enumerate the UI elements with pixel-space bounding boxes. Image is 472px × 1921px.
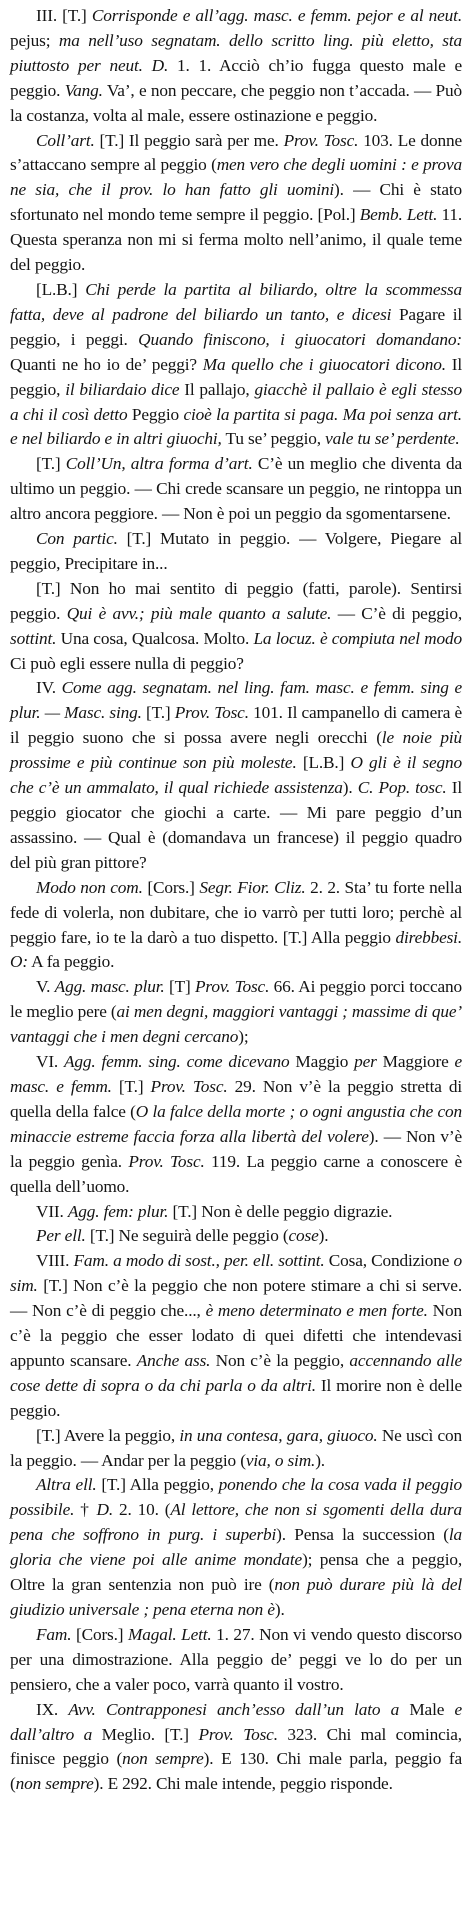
paragraph — [10, 1224, 462, 1249]
italic-text-run: sottint. — [10, 628, 57, 648]
text-run: Ne uscì con la peggio. — Andar per la peggio ( — [10, 1425, 462, 1470]
text-run: Maggiore — [376, 1052, 455, 1072]
text-run: Il pallajo, — [179, 379, 255, 399]
text-run: ). E 130. Chi male parla, peggio fa ( — [10, 1749, 462, 1794]
text-run: ). — Non v’è la peggio genìa. — [10, 1126, 462, 1171]
italic-text-run: le noie più prossime e più continue son più moleste. — [10, 728, 462, 773]
text-run: Meglio. [T.] — [92, 1724, 199, 1744]
text-run: 2. 10. ( — [113, 1500, 171, 1520]
italic-text-run: Prov. Tosc. — [283, 130, 359, 150]
italic-text-run: Coll’art. — [36, 130, 95, 150]
italic-text-run: Modo non com. — [36, 877, 143, 897]
text-run: Cosa, Condizione — [324, 1251, 454, 1271]
italic-text-run: La locuz. è compiuta nel modo — [253, 628, 462, 648]
italic-text-run: Prov. Tosc. — [174, 703, 249, 723]
text-run: 29. Non v’è la peggio stretta di quella della falce ( — [10, 1076, 462, 1121]
italic-text-run: Avv. Contrapponesi anch’esso dall’un lato a — [68, 1699, 400, 1719]
paragraph — [10, 4, 462, 129]
italic-text-run: C. Pop. tosc. — [357, 778, 447, 798]
paragraph — [10, 452, 462, 527]
text-run: 1. 27. Non vi vendo questo discorso per una dimostrazione. Alla peggio de’ peggi ve lo do per un pensiero, che a valer poco, varrà quanto il vostro. — [10, 1624, 462, 1694]
italic-text-run: la gloria che viene poi alle anime mondate — [10, 1525, 462, 1570]
paragraph — [10, 1424, 462, 1474]
text-run: IV. — [36, 678, 62, 698]
text-run: Il peggio, — [10, 354, 462, 399]
paragraph — [10, 676, 462, 875]
italic-text-run: vale tu se’ perdente. — [325, 429, 460, 449]
paragraph — [10, 1473, 462, 1622]
italic-text-run: in una contesa, gara, giuoco. — [179, 1425, 378, 1445]
text-run: [T.] Alla peggio, — [96, 1475, 219, 1495]
italic-text-run: men vero che degli uomini : e prova ne sia, che il prov. lo han fatto gli uomini — [10, 155, 462, 200]
italic-text-run: Anche ass. — [136, 1350, 211, 1370]
text-run: [Cors.] — [142, 877, 200, 897]
text-run: Peggio — [127, 404, 184, 424]
text-run: Una cosa, Qualcosa. Molto. — [56, 628, 254, 648]
italic-text-run: Segr. Fior. Cliz. — [199, 877, 306, 897]
text-run: Non c’è la peggio che esser lodato di quei difetti che intendevasi appunto scansare. — [10, 1301, 462, 1370]
text-run: 323. Chi mal comincia, finisce peggio ( — [10, 1724, 462, 1769]
text-run: Il morire non è delle peggio. — [10, 1375, 462, 1420]
paragraph — [10, 1200, 462, 1225]
italic-text-run: Per ell. — [36, 1226, 86, 1246]
text-run: 119. La peggio carne a conoscere è quella dell’uomo. — [10, 1151, 462, 1196]
text-run: ). — Chi è stato sfortunato nel mondo teme sempre il peggio. [Pol.] — [10, 180, 462, 225]
text-run: ). — [318, 1226, 329, 1246]
italic-text-run: Prov. Tosc. — [194, 977, 270, 997]
italic-text-run: Quando finiscono, i giuocatori domandano: — [138, 329, 463, 349]
text-run: ); — [238, 1027, 249, 1047]
italic-text-run: e masc. e femm. — [10, 1052, 463, 1096]
paragraph — [10, 876, 462, 976]
italic-text-run: O la falce della morte ; o ogni angustia che con minaccie estreme faccia forza alla libertà del volere — [10, 1101, 463, 1146]
text-run: Male — [399, 1699, 455, 1719]
italic-text-run: Vang. — [64, 80, 103, 100]
italic-text-run: Altra ell. — [36, 1475, 97, 1495]
italic-text-run: o sim. — [10, 1251, 462, 1296]
text-run: [T.] Il peggio sarà per me. — [94, 130, 284, 150]
italic-text-run: Chi perde la partita al biliardo, oltre la scommessa fatta, deve al padrone del biliardo un tanto, e dicesi — [10, 279, 462, 324]
paragraph — [10, 129, 462, 278]
text-run: [T.] Avere la peggio, — [36, 1425, 180, 1445]
text-run: V. — [36, 977, 55, 997]
text-run: [T.] Non è delle peggio digrazie. — [168, 1201, 393, 1221]
italic-text-run: è meno determinato e men forte. — [205, 1301, 428, 1321]
italic-text-run: Agg. masc. plur. — [54, 977, 165, 997]
italic-text-run: direbbesi. O: — [10, 927, 462, 972]
italic-text-run: Agg. fem: plur. — [67, 1201, 169, 1221]
italic-text-run: ai men degni, maggiori vantaggi ; massime di que’ vantaggi che i men degni cercano — [10, 1002, 462, 1047]
italic-text-run: Bemb. Lett. — [359, 205, 438, 225]
italic-text-run: cioè la partita si paga. Ma poi senza art. e nel biliardo e in altri giuochi, — [10, 404, 462, 449]
italic-text-run: ponendo che la cosa vada il peggio possibile. — [10, 1475, 462, 1520]
italic-text-run: Fam. a modo di sost., per. ell. sottint. — [73, 1251, 325, 1271]
text-run: IX. — [36, 1699, 69, 1719]
text-run: [T.] Ne seguirà delle peggio ( — [85, 1226, 289, 1246]
paragraph — [10, 1249, 462, 1423]
text-run: [L.B.] — [36, 279, 86, 299]
text-run: 1. 1. Acciò ch’io fugga questo male e peggio. — [10, 55, 462, 100]
text-run: 66. Ai peggio porci toccano le meglio pere ( — [10, 977, 462, 1022]
paragraph — [10, 577, 462, 677]
text-run: [T.] Non c’è la peggio che non potere stimare a chi si serve. — Non c’è di peggio che..., — [10, 1276, 462, 1321]
text-run: [T.] — [111, 1076, 151, 1096]
italic-text-run: Fam. — [36, 1624, 72, 1644]
italic-text-run: Magal. Lett. — [128, 1624, 212, 1644]
italic-text-run: Prov. Tosc. — [128, 1151, 205, 1171]
italic-text-run: e dall’altro a — [10, 1699, 463, 1744]
text-run: [Cors.] — [71, 1624, 128, 1644]
paragraph — [10, 975, 462, 1050]
text-run: ). Pensa la succession ( — [276, 1525, 449, 1545]
text-run: [T] — [164, 977, 195, 997]
text-run: Maggio — [289, 1052, 355, 1072]
italic-text-run: via, o sim. — [245, 1450, 316, 1470]
paragraph — [10, 527, 462, 577]
italic-text-run: giacchè il pallaio è egli stesso a chi il così detto — [10, 379, 462, 424]
italic-text-run: il biliardaio dice — [65, 379, 180, 399]
paragraph — [10, 1050, 462, 1199]
italic-text-run: non sempre — [15, 1774, 94, 1794]
text-run: Tu se’ peggio, — [221, 429, 326, 449]
italic-text-run: Corrisponde e all’agg. masc. e femm. pejor e al neut. — [91, 6, 462, 25]
italic-text-run: Prov. Tosc. — [198, 1724, 278, 1744]
text-run: [T.] Mutato in peggio. — Volgere, Piegare al peggio, Precipitare in... — [10, 529, 463, 573]
text-run: Il peggio giocator che giochi a carte. — Mi pare peggio d’un assassino. — Qual è (domandava un francese) il peggio quadro del più gran pittore? — [10, 778, 462, 872]
italic-text-run: Con partic. — [36, 529, 118, 549]
text-run: † — [74, 1500, 97, 1520]
text-run: — C’è di peggio, — [331, 603, 462, 623]
italic-text-run: per — [354, 1052, 377, 1072]
text-run: Ci può egli essere nulla di peggio? — [10, 653, 244, 673]
text-run: ); pensa che a peggio, Oltre la gran sentenzia non può ire ( — [10, 1550, 463, 1595]
italic-text-run: Qui è avv.; più male quanto a salute. — [66, 603, 332, 623]
italic-text-run: Come agg. segnatam. nel ling. fam. masc. e femm. sing e plur. — Masc. sing. — [10, 678, 463, 723]
text-run: Va’, e non peccare, che peggio non t’accada. — Può la costanza, volta al male, essere ostinazione e peggio. — [10, 80, 462, 125]
italic-text-run: accennando alle cose dette di sopra o da chi parla o da altri. — [10, 1350, 462, 1395]
text-run: 101. Il campanello di camera è il peggio suono che si possa avere negli orecchi ( — [10, 703, 462, 748]
text-run: pejus; — [10, 30, 59, 50]
text-run: [T.] Non ho mai sentito di peggio (fatti, parole). Sentirsi peggio. — [10, 578, 462, 623]
text-run: 2. 2. Sta’ tu forte nella fede di volerla, non dubitare, che io varrò per tutti loro; perchè al peggio fare, io te la darò a tuo dispetto. [T.] Alla peggio — [10, 877, 462, 947]
italic-text-run: Al lettore, che non si sgomenti della dura pena che soffrono in purg. i superbi — [10, 1500, 462, 1545]
text-run: Non c’è la peggio, — [210, 1350, 350, 1370]
text-run: C’è un meglio che diventa da ultimo un peggio. — Chi crede scansare un peggio, ne rintoppa un altro ancora peggiore. — Non è poi un peggio da sgomentarsene. — [10, 454, 462, 524]
italic-text-run: Agg. femm. sing. come dicevano — [64, 1052, 290, 1072]
paragraph — [10, 278, 462, 452]
text-run: Pagare il peggio, i peggi. — [10, 304, 463, 349]
italic-text-run: Prov. Tosc. — [150, 1076, 228, 1096]
text-run: 103. Le donne s’attaccano sempre al peggio ( — [10, 130, 463, 175]
text-run: VIII. — [36, 1251, 74, 1271]
paragraph — [10, 1698, 462, 1798]
italic-text-run: Coll’Un, altra forma d’art. — [65, 454, 253, 474]
text-run: ). E 292. Chi male intende, peggio risponde. — [93, 1774, 393, 1794]
text-run: [T.] — [36, 454, 66, 474]
italic-text-run: O gli è il segno che c’è un ammalato, il qual richiede assistenza — [10, 753, 462, 798]
italic-text-run: cose — [288, 1226, 319, 1246]
text-run: ). — [342, 778, 358, 798]
text-run: Quanti ne ho io de’ peggi? — [10, 354, 203, 374]
text-run: ). — [315, 1450, 325, 1470]
text-run: VII. — [36, 1201, 68, 1221]
italic-text-run: Ma quello che i giuocatori dicono. — [202, 354, 446, 374]
text-run: [L.B.] — [296, 753, 351, 773]
entry-peggio — [10, 4, 462, 1797]
italic-text-run: non sempre — [122, 1749, 204, 1769]
text-run: [T.] — [141, 703, 175, 723]
italic-text-run: non può durare più là del giudizio universale ; pena eterna non è — [10, 1575, 462, 1619]
text-run: ). — [274, 1600, 285, 1619]
text-run: VI. — [36, 1052, 64, 1072]
text-run: III. [T.] — [36, 6, 92, 25]
text-run: A fa peggio. — [27, 952, 115, 972]
italic-text-run: ma nell’uso segnatam. dello scritto ling. più eletto, sta piuttosto per neut. D. — [10, 30, 462, 75]
italic-text-run: D. — [96, 1500, 114, 1520]
paragraph — [10, 1623, 462, 1698]
text-run: 11. Questa speranza non mi si ferma molto nell’animo, il quale teme del peggio. — [10, 205, 462, 275]
